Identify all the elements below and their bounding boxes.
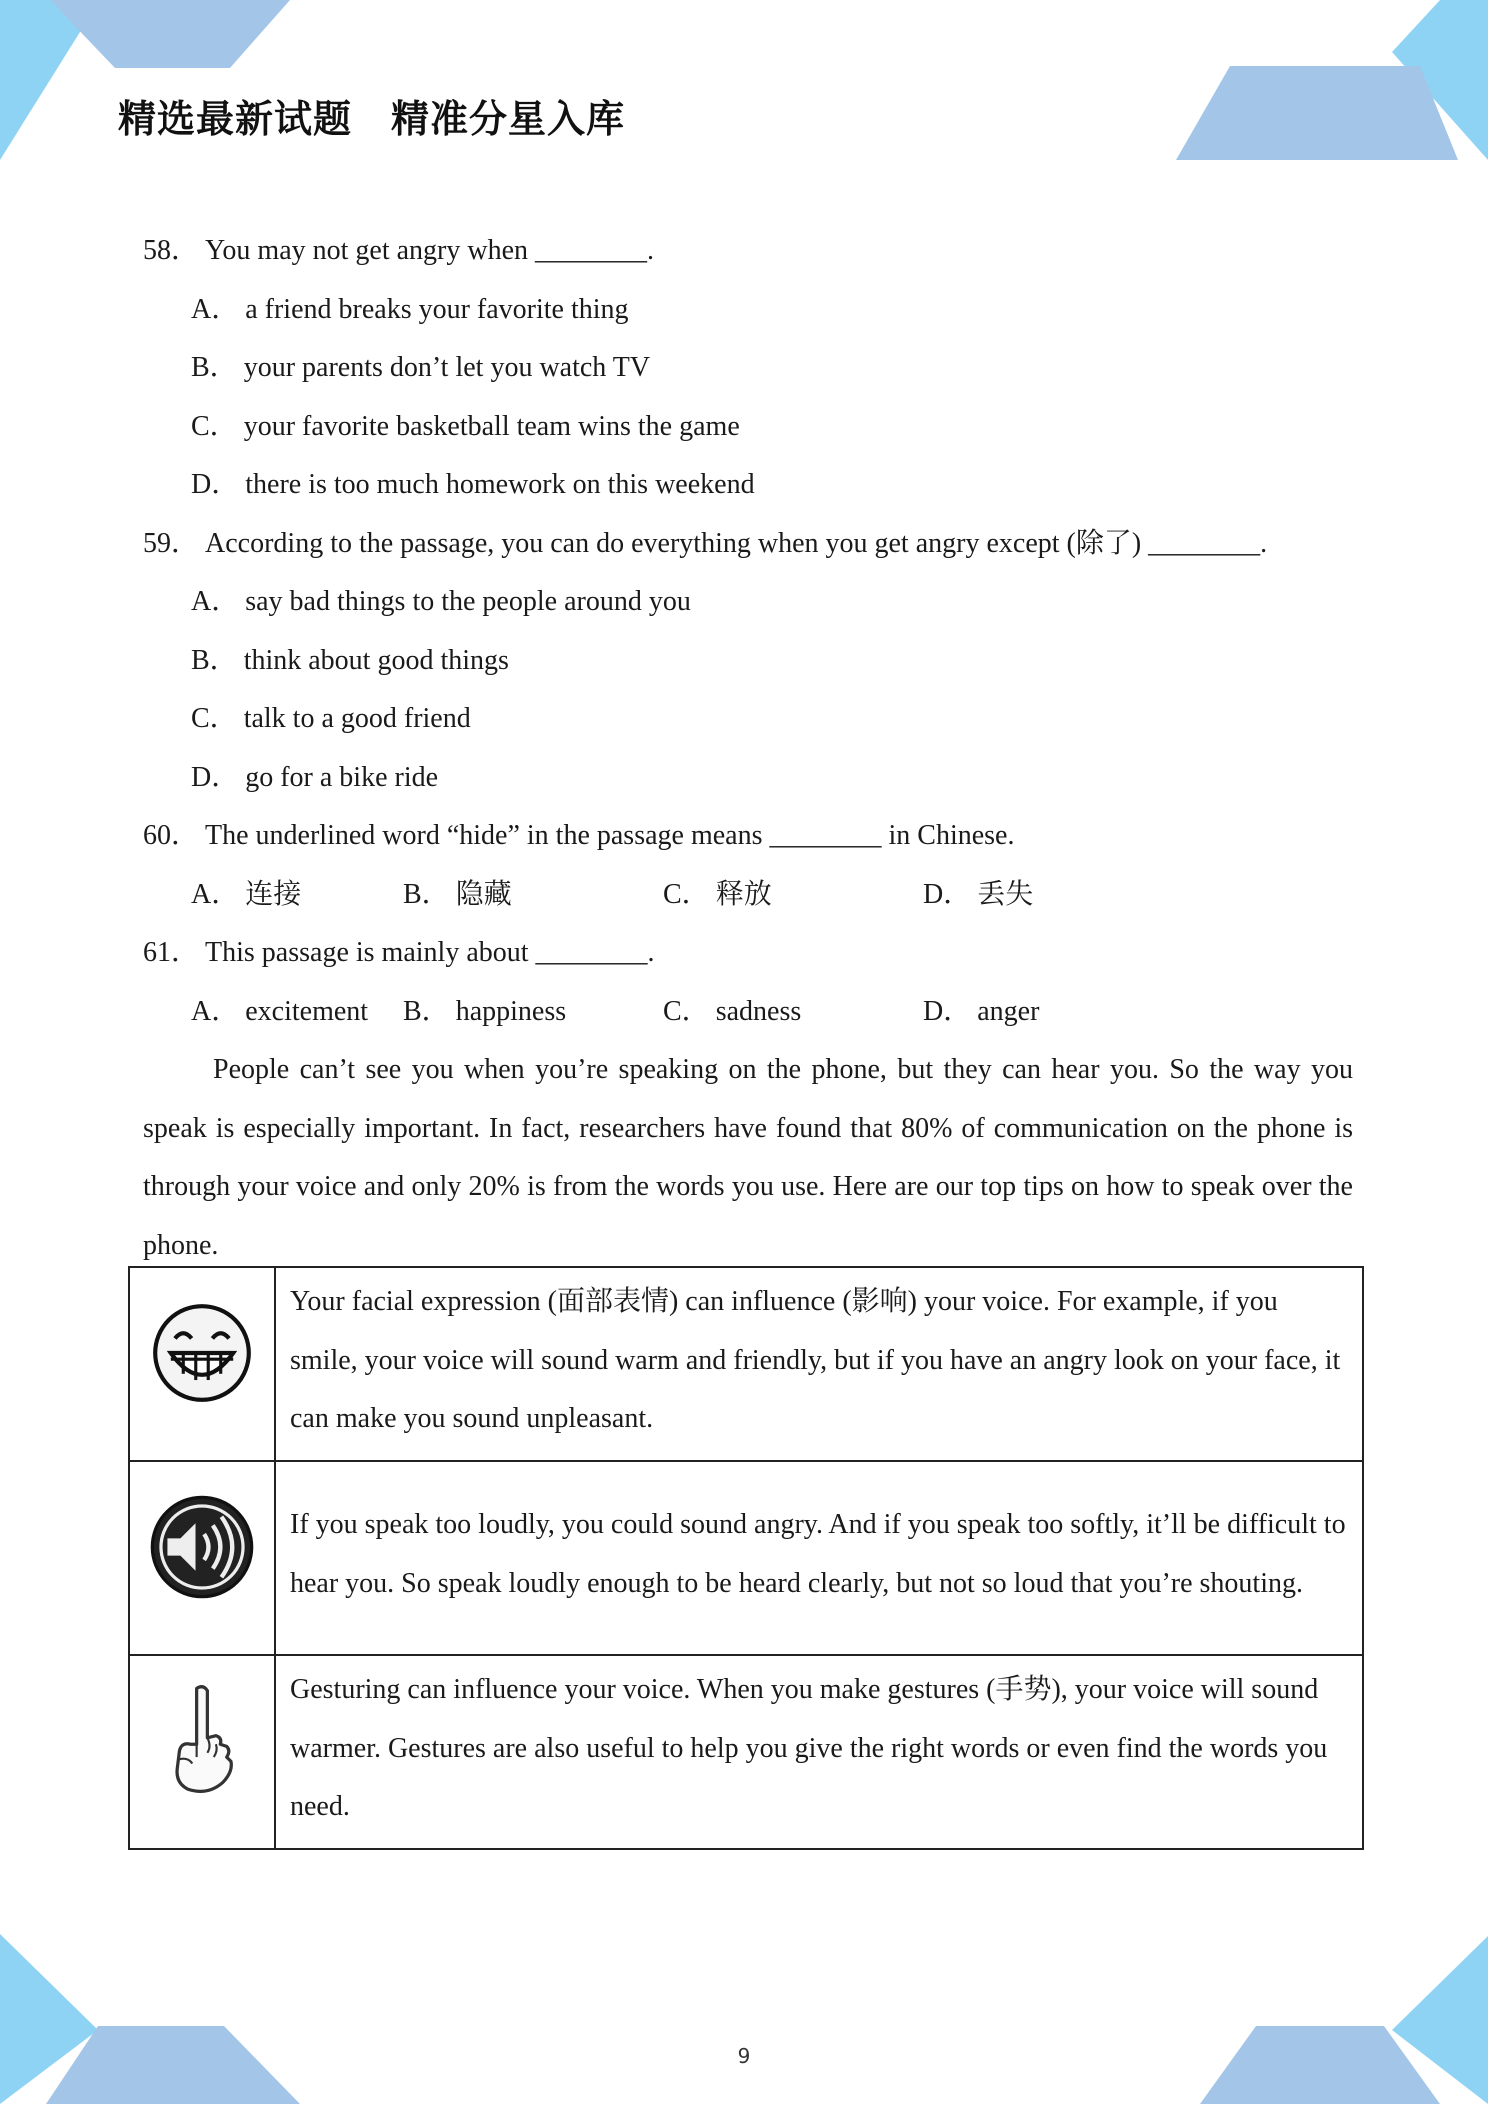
question-number: 60． (143, 820, 200, 851)
tip-icon-cell (129, 1267, 275, 1461)
option-58-c: C． your favorite basketball team wins the game (191, 410, 740, 442)
option-61-a: A． excitement (191, 995, 369, 1027)
header-title: 精选最新试题 精准分星入库 (118, 97, 626, 141)
tip-text: Your facial expression (面部表情) can influence (影响) your voice. For example, if you smile, your voice will sound warm and friendly, but if you have an angry look on your face, it can make you sound unpleasant. (275, 1267, 1363, 1461)
question-number: 58． (143, 235, 200, 266)
page-number: 9 (737, 2044, 751, 2068)
tip-text: If you speak too loudly, you could sound angry. And if you speak too softly, it’ll be difficult to hear you. So speak loudly enough to be heard clearly, but not so loud that you’re shouting. (275, 1461, 1363, 1655)
option-61-b: B． happiness (403, 995, 567, 1027)
tip-icon-cell (129, 1461, 275, 1655)
option-59-d: D． go for a bike ride (191, 761, 439, 793)
question-58 (143, 222, 1353, 281)
table-row (129, 1655, 1363, 1849)
option-58-d: D． there is too much homework on this weekend (191, 469, 755, 500)
options-61 (191, 983, 1353, 1042)
option-61-d: D． anger (923, 995, 1040, 1027)
option-60-c: C． 释放 (663, 878, 772, 910)
option-60-d: D． 丢失 (923, 878, 1034, 910)
top-left-trapezoid-decoration (50, 0, 290, 68)
question-text: This passage is mainly about ________. (205, 937, 655, 968)
top-right-trapezoid-decoration (1176, 66, 1458, 160)
option-61-c: C． sadness (663, 995, 802, 1027)
question-number: 61． (143, 937, 200, 968)
question-60 (143, 807, 1353, 866)
option-59-a: A． say bad things to the people around you (191, 586, 691, 617)
passage-paragraph: People can’t see you when you’re speaking on the phone, but they can hear you. So the way you speak is especially important. In fact, researchers have found that 80% of communication on the phone is through your voice and only 20% is from the words you use. Here are our top tips on how to speak over the phone. (143, 1054, 1353, 1261)
pointing-hand-icon (162, 1682, 242, 1800)
table-row (129, 1461, 1363, 1655)
question-61 (143, 924, 1353, 983)
option-58-b: B． your parents don’t let you watch TV (191, 352, 651, 383)
option-60-b: B． 隐藏 (403, 878, 512, 910)
option-59-c: C． talk to a good friend (191, 703, 471, 734)
options-60 (191, 866, 1353, 925)
tip-text: Gesturing can influence your voice. When you make gestures (手势), your voice will sound warmer. Gestures are also useful to help you give the right words or even find the words you need. (275, 1655, 1363, 1849)
questions-section (143, 222, 1353, 1275)
smiley-face-icon (150, 1301, 254, 1405)
question-59 (143, 515, 1353, 574)
option-60-a: A． 连接 (191, 878, 302, 910)
question-text: The underlined word “hide” in the passage means ________ in Chinese. (205, 820, 1015, 851)
option-59-b: B． think about good things (191, 644, 509, 676)
question-text: You may not get angry when ________. (205, 235, 655, 266)
tips-table (128, 1266, 1364, 1850)
tip-icon-cell (129, 1655, 275, 1849)
question-number: 59． (143, 527, 200, 559)
option-58-a: A． a friend breaks your favorite thing (191, 293, 629, 325)
speaker-volume-icon (148, 1493, 256, 1601)
table-row (129, 1267, 1363, 1461)
question-text: According to the passage, you can do everything when you get angry except (除了) ________. (205, 527, 1268, 559)
